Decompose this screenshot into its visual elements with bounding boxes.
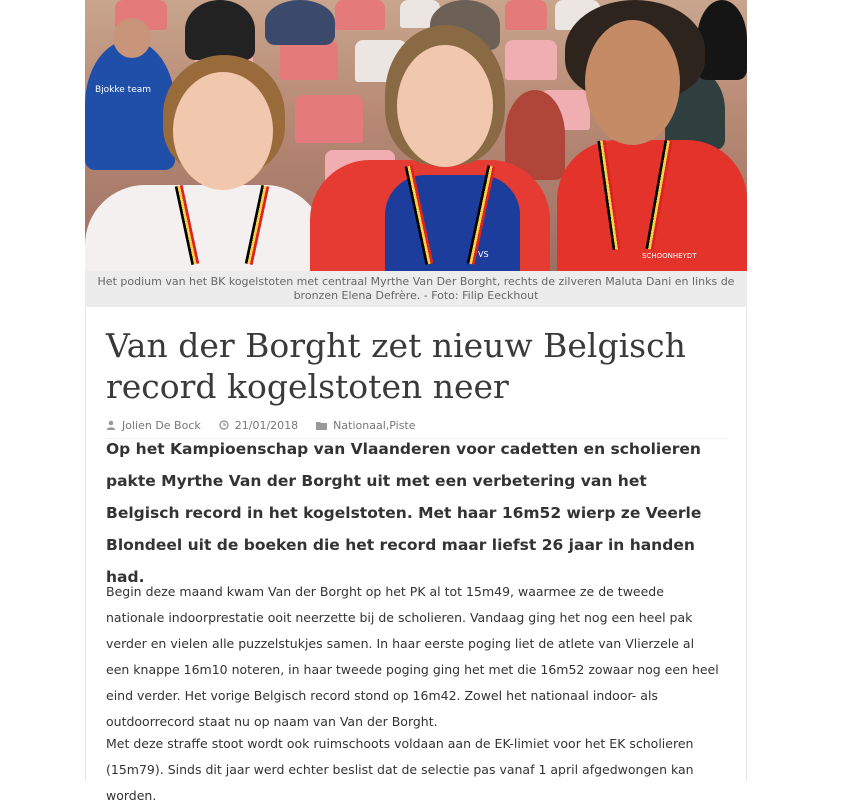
shirt-text: Bjokke team — [95, 85, 152, 95]
article-photo — [85, 0, 747, 271]
clock-icon — [219, 420, 229, 430]
photo-caption: Het podium van het BK kogelstoten met centraal Myrthe Van Der Borght, rechts de zilveren Maluta Dani en links de bronzen Elena Defrère. - Foto: Filip Eeckhout — [85, 271, 747, 307]
shirt-text: SCHOONHEYDT — [642, 252, 697, 260]
category-link-piste[interactable]: Piste — [389, 418, 416, 432]
folder-icon — [316, 421, 327, 430]
category-link-nationaal[interactable]: Nationaal — [333, 418, 386, 432]
meta-date — [219, 419, 298, 432]
date-text: 21/01/2018 — [234, 418, 299, 432]
article-title: Van der Borght zet nieuw Belgisch record kogelstoten neer — [106, 326, 686, 406]
article-body — [85, 307, 747, 803]
article-paragraph: Met deze straffe stoot wordt ook ruimschoots voldaan aan de EK-limiet voor het EK scholieren (15m79). Sinds dit jaar werd echter beslist dat de selectie pas vanaf 1 april afgedwongen kan worden. — [106, 736, 694, 803]
meta-author — [106, 419, 201, 432]
athlete-left — [85, 185, 325, 271]
spectator-figure — [85, 40, 175, 170]
user-icon — [106, 420, 116, 430]
category-separator: , — [385, 418, 390, 432]
shirt-text: VS — [478, 250, 489, 259]
article-paragraph: Begin deze maand kwam Van der Borght op het PK al tot 15m49, waarmee ze de tweede nationale indoorprestatie ooit neerzette bij de scholieren. Vandaag ging het nog een heel pak verder en vielen alle puzzelstukjes samen. In haar eerste poging liet de atlete van Vlierzele al een knappe 16m10 noteren, in haar tweede poging ging het met die 16m52 zowaar nog een heel eind verder. Het vorige Belgisch record stond op 16m42. Zowel het nationaal indoor- als outdoorrecord staat nu op naam van Van der Borght. — [106, 584, 719, 729]
author-link[interactable]: Jolien De Bock — [122, 418, 201, 432]
meta-categories — [316, 419, 415, 432]
article-lead: Op het Kampioenschap van Vlaanderen voor cadetten en scholieren pakte Myrthe Van der Borght uit met een verbetering van het Belgisch record in het kogelstoten. Met haar 16m52 wierp ze Veerle Blondeel uit de boeken die het record maar liefst 26 jaar in handen had. — [106, 440, 702, 586]
